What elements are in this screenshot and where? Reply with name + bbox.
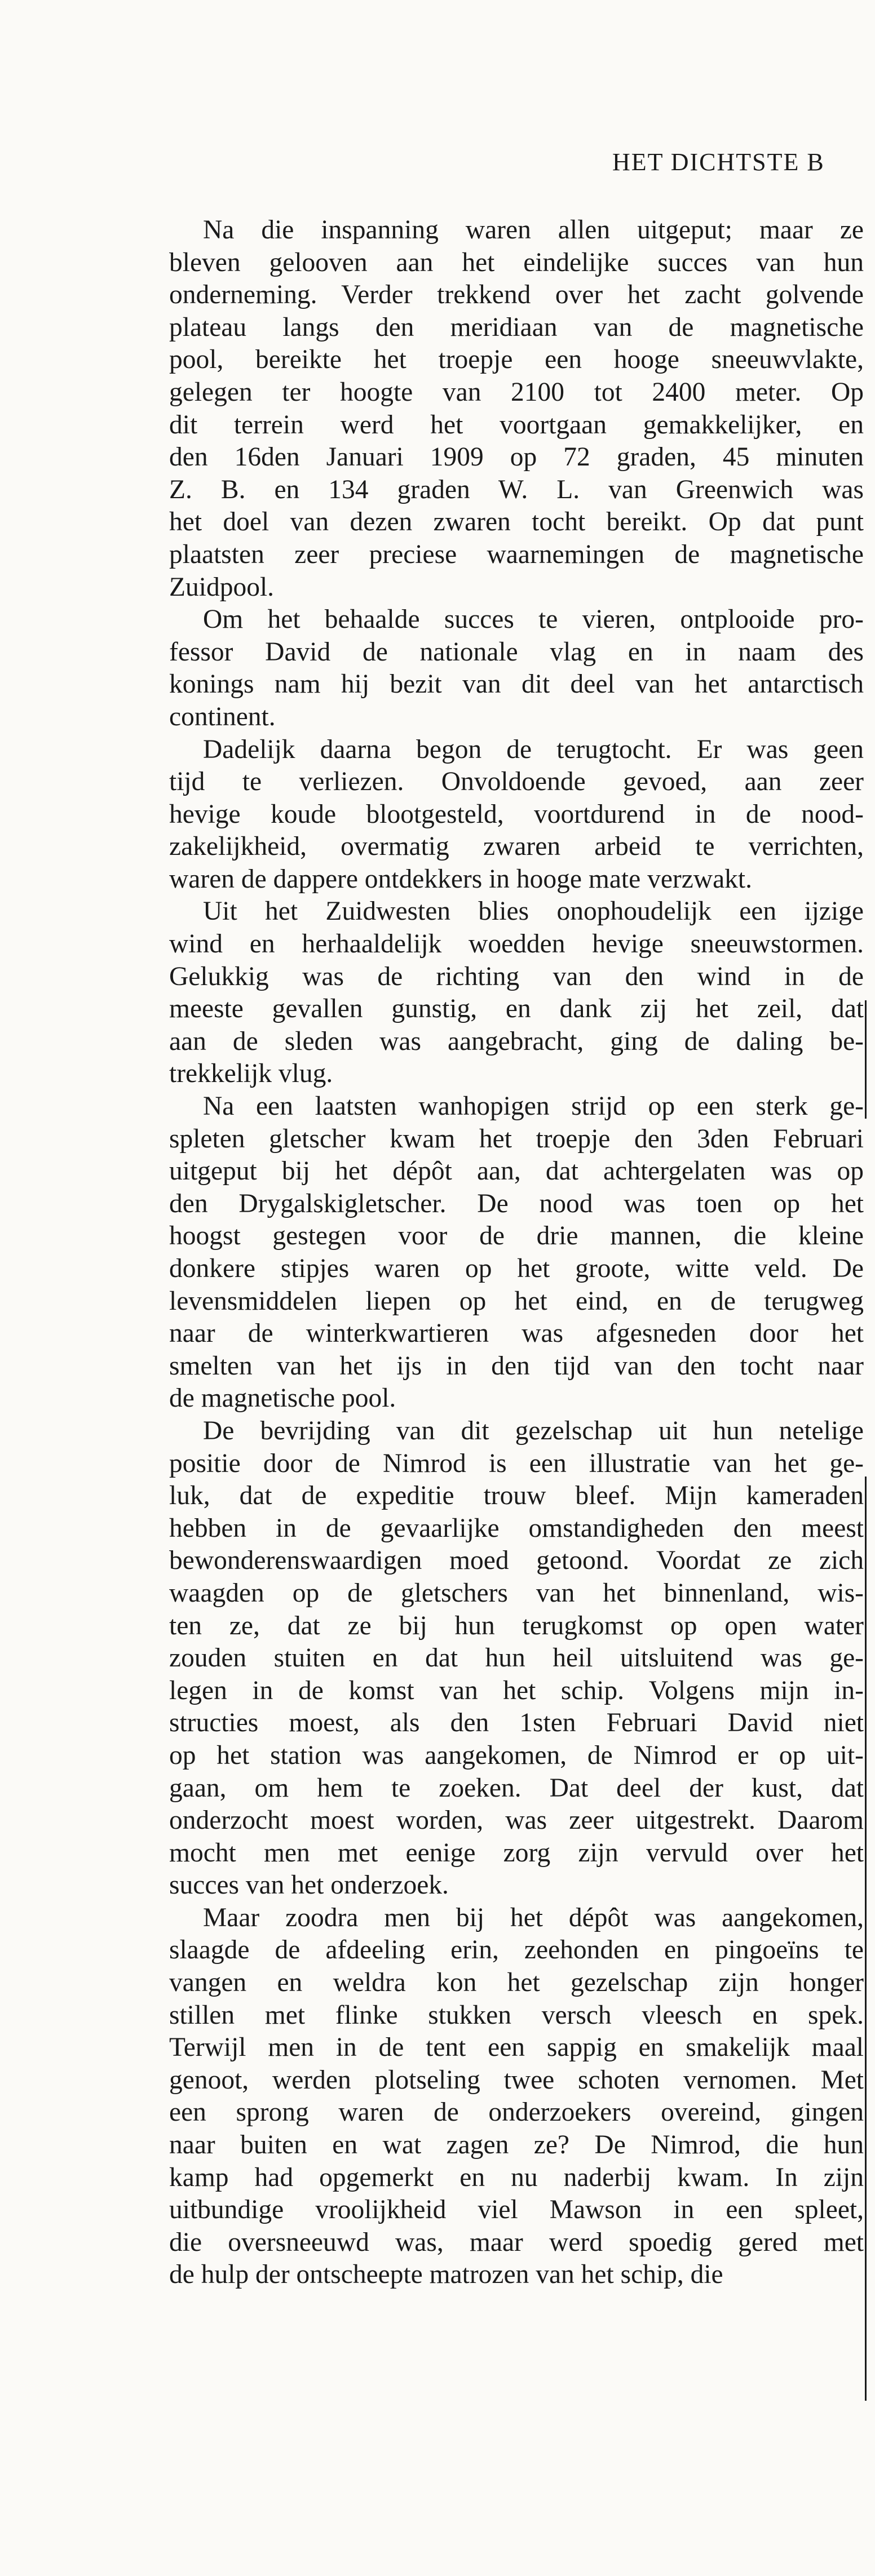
text-line: tijd te verliezen. Onvoldoende gevoed, aan zeer	[169, 767, 864, 797]
text-line: Dadelijk daarna begon de terugtocht. Er was geen	[203, 734, 864, 764]
text-line: positie door de Nimrod is een illustratie van het ge-	[169, 1448, 864, 1478]
text-line: gelegen ter hoogte van 2100 tot 2400 meter. Op	[169, 377, 864, 407]
paragraph	[169, 214, 864, 604]
text-line: fessor David de nationale vlag en in naam des	[169, 637, 864, 667]
text-line: bewonderenswaardigen moed getoond. Voordat ze zich	[169, 1546, 864, 1576]
text-line: Om het behaalde succes te vieren, ontplooide pro-	[203, 605, 864, 635]
text-line: onderzocht moest worden, was zeer uitgestrekt. Daarom	[169, 1806, 864, 1835]
text-line: vangen en weldra kon het gezelschap zijn honger	[169, 1968, 864, 1998]
text-line: smelten van het ijs in den tijd van den tocht naar	[169, 1351, 864, 1381]
text-line: het doel van dezen zwaren tocht bereikt. Op dat punt	[169, 507, 864, 537]
text-line: kamp had opgemerkt en nu naderbij kwam. In zijn	[169, 2162, 864, 2192]
text-line: hebben in de gevaarlijke omstandigheden den meest	[169, 1513, 864, 1543]
text-line: konings nam hij bezit van dit deel van het antarctisch	[169, 670, 864, 699]
text-line: Na die inspanning waren allen uitgeput; maar ze	[203, 215, 864, 245]
text-line: hoogst gestegen voor de drie mannen, die kleine	[169, 1221, 864, 1251]
text-line: succes van het onderzoek.	[169, 1870, 449, 1900]
text-line: Uit het Zuidwesten blies onophoudelijk een ijzige	[203, 897, 864, 926]
running-head: HET DICHTSTE B	[612, 148, 825, 176]
text-line: bleven gelooven aan het eindelijke succes van hun	[169, 247, 864, 277]
body-text	[169, 214, 864, 2291]
paragraph	[169, 1090, 864, 1415]
text-line: zouden stuiten en dat hun heil uitsluitend was ge-	[169, 1643, 864, 1673]
text-line: de magnetische pool.	[169, 1384, 396, 1413]
text-line: plateau langs den meridiaan van de magnetische	[169, 312, 864, 342]
text-line: die oversneeuwd was, maar werd spoedig gered met	[169, 2227, 864, 2257]
text-line: levensmiddelen liepen op het eind, en de terugweg	[169, 1286, 864, 1316]
text-line: Maar zoodra men bij het dépôt was aangekomen,	[203, 1903, 864, 1932]
text-line: ten ze, dat ze bij hun terugkomst op open water	[169, 1611, 864, 1641]
text-line: aan de sleden was aangebracht, ging de daling be-	[169, 1026, 864, 1056]
text-line: den Drygalskigletscher. De nood was toen op het	[169, 1189, 864, 1218]
text-line: slaagde de afdeeling erin, zeehonden en pingoeïns te	[169, 1935, 864, 1965]
text-line: Zuidpool.	[169, 572, 275, 602]
margin-rule	[865, 1000, 867, 1119]
text-line: Terwijl men in de tent een sappig en smakelijk maal	[169, 2033, 864, 2063]
paragraph	[169, 1415, 864, 1902]
text-line: stillen met flinke stukken versch vleesch en spek.	[169, 2000, 864, 2030]
margin-rule	[865, 1477, 867, 2401]
text-line: Z. B. en 134 graden W. L. van Greenwich was	[169, 475, 864, 504]
text-line: zakelijkheid, overmatig zwaren arbeid te verrichten,	[169, 832, 864, 862]
text-line: wind en herhaaldelijk woedden hevige sneeuwstormen.	[169, 929, 864, 959]
text-line: waagden op de gletschers van het binnenland, wis-	[169, 1578, 864, 1608]
text-line: pool, bereikte het troepje een hooge sneeuwvlakte,	[169, 345, 864, 375]
text-line: een sprong waren de onderzoekers overeind, gingen	[169, 2098, 864, 2127]
text-line: uitbundige vroolijkheid viel Mawson in een spleet,	[169, 2195, 864, 2225]
text-line: continent.	[169, 702, 276, 731]
text-line: meeste gevallen gunstig, en dank zij het zeil, dat	[169, 994, 864, 1024]
text-line: Gelukkig was de richting van den wind in de	[169, 961, 864, 991]
text-line: plaatsten zeer preciese waarnemingen de magnetische	[169, 539, 864, 569]
text-line: Na een laatsten wanhopigen strijd op een sterk ge-	[203, 1092, 864, 1121]
text-line: genoot, werden plotseling twee schoten vernomen. Met	[169, 2065, 864, 2095]
text-line: luk, dat de expeditie trouw bleef. Mijn kameraden	[169, 1481, 864, 1511]
text-line: dit terrein werd het voortgaan gemakkelijker, en	[169, 410, 864, 440]
paragraph	[169, 604, 864, 733]
text-line: op het station was aangekomen, de Nimrod er op uit-	[169, 1740, 864, 1770]
text-line: donkere stipjes waren op het groote, witte veld. De	[169, 1254, 864, 1283]
text-line: onderneming. Verder trekkend over het zacht golvende	[169, 280, 864, 310]
text-line: uitgeput bij het dépôt aan, dat achtergelaten was op	[169, 1156, 864, 1186]
text-line: trekkelijk vlug.	[169, 1059, 333, 1089]
text-line: legen in de komst van het schip. Volgens mijn in-	[169, 1675, 864, 1705]
text-line: waren de dappere ontdekkers in hooge mate verzwakt.	[169, 864, 753, 894]
text-line: den 16den Januari 1909 op 72 graden, 45 minuten	[169, 442, 864, 472]
text-line: de hulp der ontscheepte matrozen van het schip, die	[169, 2260, 723, 2290]
text-line: gaan, om hem te zoeken. Dat deel der kust, dat	[169, 1773, 864, 1803]
paragraph	[169, 1902, 864, 2291]
text-line: naar de winterkwartieren was afgesneden door het	[169, 1319, 864, 1349]
text-line: structies moest, als den 1sten Februari David niet	[169, 1708, 864, 1738]
paragraph	[169, 895, 864, 1090]
text-line: De bevrijding van dit gezelschap uit hun netelige	[203, 1416, 864, 1446]
text-line: mocht men met eenige zorg zijn vervuld over het	[169, 1838, 864, 1868]
text-line: spleten gletscher kwam het troepje den 3den Februari	[169, 1124, 864, 1154]
paragraph	[169, 734, 864, 896]
text-line: naar buiten en wat zagen ze? De Nimrod, die hun	[169, 2130, 864, 2160]
text-line: hevige koude blootgesteld, voortdurend in de nood-	[169, 799, 864, 829]
